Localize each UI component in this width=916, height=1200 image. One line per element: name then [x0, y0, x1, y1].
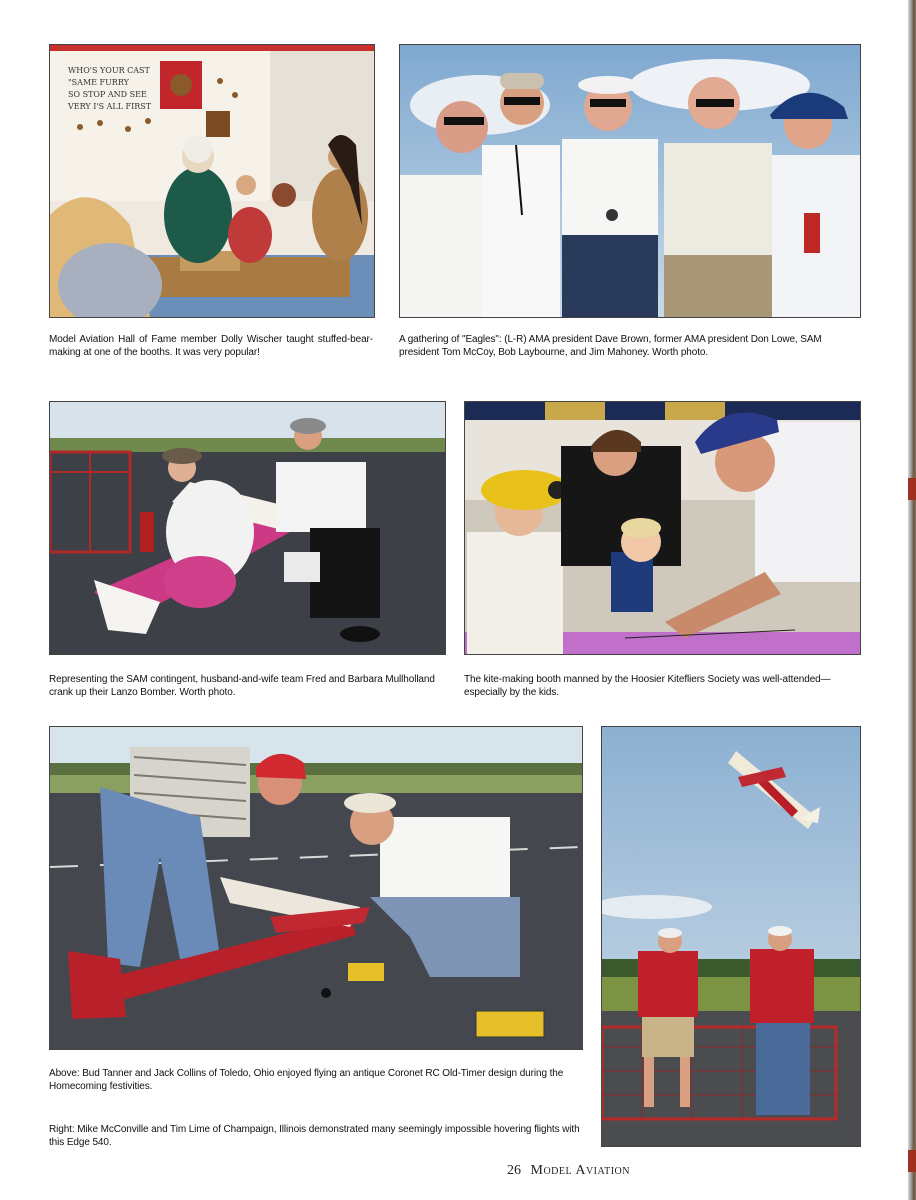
man-black-shirt — [561, 430, 681, 566]
caption-eagles: A gathering of "Eagles": (L-R) AMA president Dave Brown, former AMA president Don Lowe, SAM president Tom McCoy, Bob Laybourne, and Jim Mahoney. Worth photo. — [399, 334, 822, 358]
pilot-right — [750, 926, 814, 1115]
photo-eagles — [399, 44, 861, 318]
sign-line: WHO'S YOUR CAST — [68, 66, 150, 75]
sign-line: "SAME FURRY — [68, 78, 129, 87]
photo-bear-booth — [49, 44, 375, 318]
caption-coronet: Above: Bud Tanner and Jack Collins of Toledo, Ohio enjoyed flying an antique Coronet RC Old-Timer design during the Homecoming festivities. — [49, 1068, 564, 1092]
edge-mark — [908, 1150, 916, 1172]
caption-mullholland: Representing the SAM contingent, husband-and-wife team Fred and Barbara Mullholland crank up their Lanzo Bomber. Worth photo. — [49, 674, 435, 698]
caption-edge540: Right: Mike McConville and Tim Lime of Champaign, Illinois demonstrated many seemingly impossible hovering flights with this Edge 540. — [49, 1124, 580, 1148]
page-edge — [908, 0, 916, 1200]
photo-edge540 — [601, 726, 861, 1147]
caption-kite: The kite-making booth manned by the Hoosier Kitefliers Society was well-attended—especially by the kids. — [464, 674, 831, 698]
page-number: 26 — [507, 1163, 521, 1178]
sign-line: SO STOP AND SEE — [68, 90, 147, 99]
photo-coronet — [49, 726, 583, 1050]
page-folio — [507, 1163, 630, 1179]
caption-dolly: Model Aviation Hall of Fame member Dolly Wischer taught stuffed-bear-making at one of the booths. It was very popular! — [49, 334, 373, 358]
edge-mark — [908, 478, 916, 500]
photo-lanzo-bomber — [49, 401, 446, 655]
sign-line: VERY I'S ALL FIRST — [68, 102, 152, 111]
publication-name: Model Aviation — [530, 1163, 630, 1178]
photo-kite-booth — [464, 401, 861, 655]
